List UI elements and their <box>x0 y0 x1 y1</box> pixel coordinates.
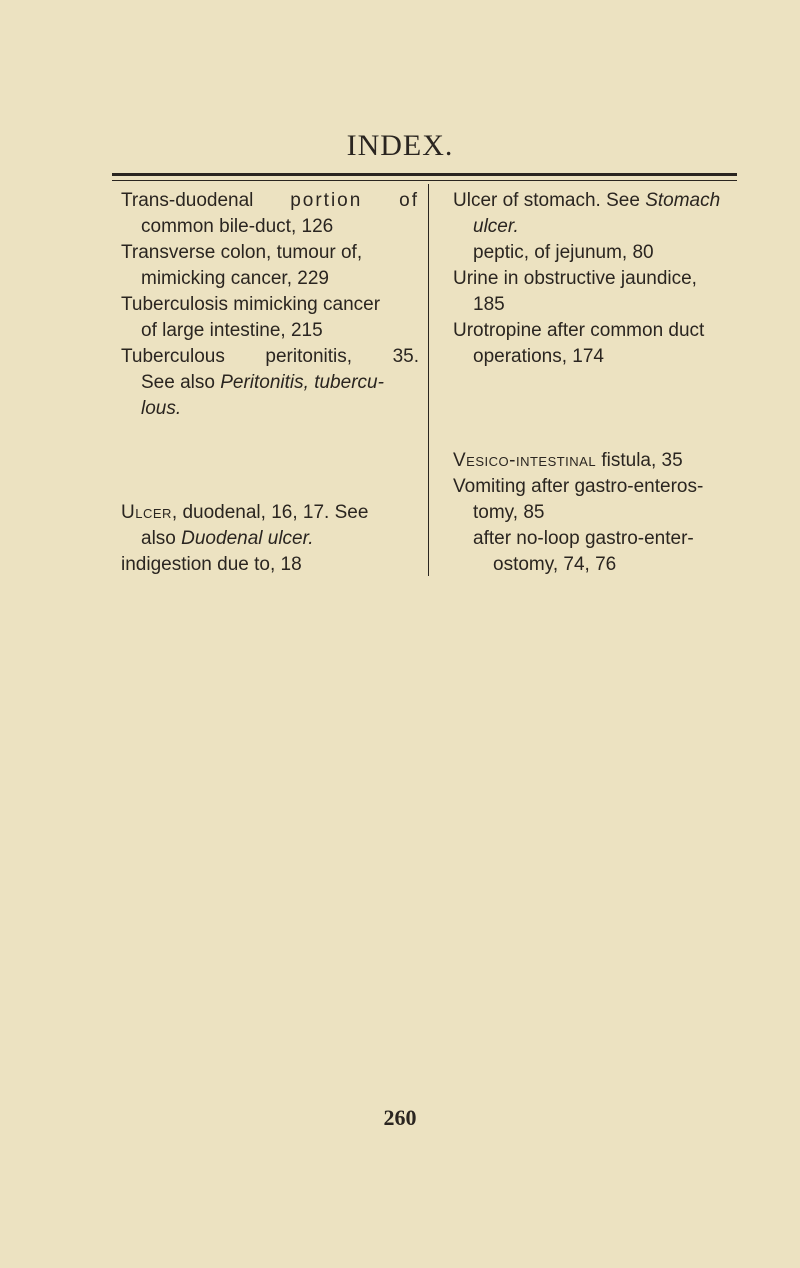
entry-term: Ulcer <box>121 502 172 523</box>
index-entry-transverse-colon <box>121 240 419 292</box>
cross-reference: Peritonitis, tubercu- <box>220 372 384 393</box>
index-entry-tuberculosis <box>121 292 419 344</box>
entry-line: tomy, 85 <box>473 502 545 523</box>
index-entry-vomiting <box>453 474 743 526</box>
entry-line <box>453 188 743 214</box>
index-column-right <box>453 188 743 578</box>
index-entry-urotropine <box>453 318 743 370</box>
index-entry-trans-duodenal <box>121 188 419 240</box>
cross-reference: lous. <box>141 398 182 419</box>
entry-line: Tuberculous peritonitis, 35. <box>121 346 419 367</box>
entry-line: Urotropine after common duct <box>453 320 705 341</box>
see-also-text: See also <box>141 372 221 393</box>
entry-text: Ulcer of stomach. See <box>453 190 646 211</box>
section-gap <box>453 370 743 448</box>
entry-line: Tuberculosis mimicking cancer <box>121 294 381 315</box>
index-entry-ulcer <box>121 500 419 578</box>
entry-line: peptic, of jejunum, 80 <box>473 242 654 263</box>
entry-subline: indigestion due to, 18 <box>121 554 302 575</box>
index-entry-vesico-intestinal <box>453 448 743 474</box>
entry-line: ostomy, 74, 76 <box>493 554 617 575</box>
entry-line: operations, 174 <box>473 346 604 367</box>
index-entry-ulcer-of-stomach <box>453 188 743 240</box>
entry-line: common bile-duct, 126 <box>141 216 334 237</box>
entry-line <box>453 448 743 474</box>
index-entry-peptic <box>453 240 743 266</box>
entry-line <box>121 188 419 214</box>
index-entry-urine <box>453 266 743 318</box>
entry-line <box>121 500 419 526</box>
index-entry-tuberculous-peritonitis <box>121 344 419 422</box>
entry-line: after no-loop gastro-enter- <box>473 528 694 549</box>
entry-line: Transverse colon, tumour of, <box>121 242 363 263</box>
entry-line: Vomiting after gastro-enteros- <box>453 476 704 497</box>
page-number: 260 <box>383 1105 417 1130</box>
entry-line <box>453 214 743 240</box>
entry-line: mimicking cancer, 229 <box>141 268 329 289</box>
entry-line: 185 <box>473 294 505 315</box>
entry-text: fistula, 35 <box>596 450 683 471</box>
index-column-left <box>121 188 419 578</box>
cross-reference: Stomach <box>645 190 721 211</box>
entry-line <box>121 396 419 422</box>
index-entry-after-no-loop <box>453 526 743 578</box>
header-rule-thin <box>112 180 737 181</box>
entry-term: of <box>399 190 420 211</box>
entry-term: portion <box>290 190 363 211</box>
entry-term: Vesico-intestinal <box>453 450 597 471</box>
cross-reference: ulcer. <box>473 216 519 237</box>
section-gap <box>121 422 419 500</box>
entry-line <box>121 526 419 552</box>
see-also-text: also <box>141 528 182 549</box>
cross-reference: Duodenal ulcer. <box>181 528 314 549</box>
entry-text: , duodenal, 16, 17. See <box>171 502 369 523</box>
header-rule-thick <box>112 173 737 176</box>
entry-line: Urine in obstructive jaundice, <box>453 268 697 289</box>
entry-term: Trans-duodenal <box>121 190 254 211</box>
entry-line: of large intestine, 215 <box>141 320 323 341</box>
entry-line <box>121 370 419 396</box>
column-divider <box>428 184 429 576</box>
page-title: INDEX. <box>346 129 454 162</box>
